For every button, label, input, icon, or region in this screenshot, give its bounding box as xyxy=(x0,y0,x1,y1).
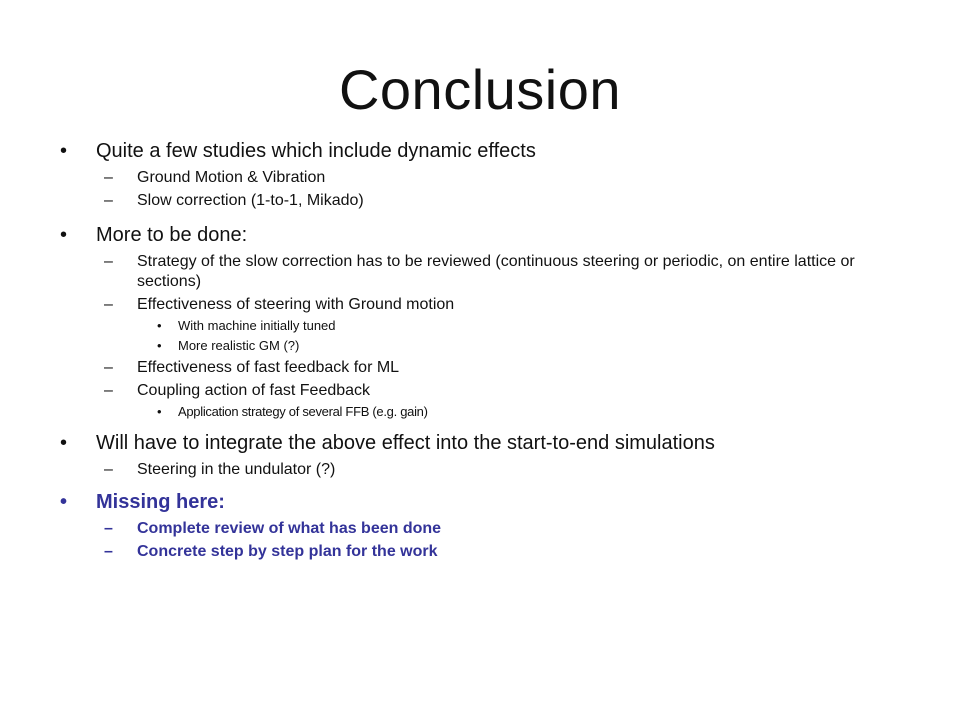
sub-sub-item-realistic-gm xyxy=(60,337,920,355)
sub-item-text: Effectiveness of fast feedback for ML xyxy=(137,359,400,376)
sub-sub-item-application-strategy xyxy=(60,403,920,421)
bullet-text: Quite a few studies which include dynamic effects xyxy=(96,140,536,162)
dash-marker: – xyxy=(104,543,113,560)
bullet-text: Will have to integrate the above effect into the start-to-end simulations xyxy=(96,432,715,454)
sub-item-text: Ground Motion & Vibration xyxy=(137,169,326,186)
bullet-item-integrate xyxy=(60,429,920,457)
bullet-marker: • xyxy=(157,404,162,419)
dash-marker: – xyxy=(104,192,113,209)
dash-marker: – xyxy=(104,296,113,313)
bullet-marker: • xyxy=(60,432,68,454)
dash-marker: – xyxy=(104,169,113,186)
sub-item-strategy xyxy=(60,252,920,292)
sub-item-text: Complete review of what has been done xyxy=(137,520,442,537)
dash-marker: – xyxy=(104,359,113,376)
sub-item-steering-ground-motion xyxy=(60,295,920,315)
dash-marker: – xyxy=(104,461,113,478)
bullet-marker: • xyxy=(60,224,68,246)
bullet-item-studies xyxy=(60,137,920,165)
sub-item-step-plan xyxy=(60,542,920,562)
sub-sub-item-text: More realistic GM (?) xyxy=(178,338,300,353)
sub-item-text: Steering in the undulator (?) xyxy=(137,461,336,478)
bullet-text: More to be done: xyxy=(96,224,248,246)
dash-marker: – xyxy=(104,520,113,537)
sub-item-undulator xyxy=(60,460,920,480)
bullet-marker: • xyxy=(157,338,162,353)
bullet-marker: • xyxy=(157,318,162,333)
sub-item-text: Coupling action of fast Feedback xyxy=(137,382,371,399)
bullet-text: Missing here: xyxy=(96,491,225,513)
bullet-item-more-to-do xyxy=(60,221,920,249)
sub-item-coupling-action xyxy=(60,381,920,401)
sub-item-text: Effectiveness of steering with Ground motion xyxy=(137,296,455,313)
slide-title: Conclusion xyxy=(338,58,622,121)
dash-marker: – xyxy=(104,382,113,399)
sub-item-fast-feedback-ml xyxy=(60,358,920,378)
sub-sub-item-text: Application strategy of several FFB (e.g. gain) xyxy=(178,404,428,419)
bullet-item-missing xyxy=(60,488,920,516)
sub-item-complete-review xyxy=(60,519,920,539)
slide-content xyxy=(60,134,920,563)
sub-item-slow-correction xyxy=(60,191,920,211)
sub-sub-item-machine-tuned xyxy=(60,317,920,335)
sub-item-ground-motion xyxy=(60,168,920,188)
dash-marker: – xyxy=(104,253,113,270)
sub-sub-item-text: With machine initially tuned xyxy=(178,318,336,333)
bullet-marker: • xyxy=(60,491,68,513)
sub-item-text: Concrete step by step plan for the work xyxy=(137,543,438,560)
sub-item-text: Slow correction (1-to-1, Mikado) xyxy=(137,192,364,209)
sub-item-text: Strategy of the slow correction has to be reviewed (continuous steering or periodic, on entire lattice or sections) xyxy=(137,253,855,290)
bullet-marker: • xyxy=(60,140,68,162)
